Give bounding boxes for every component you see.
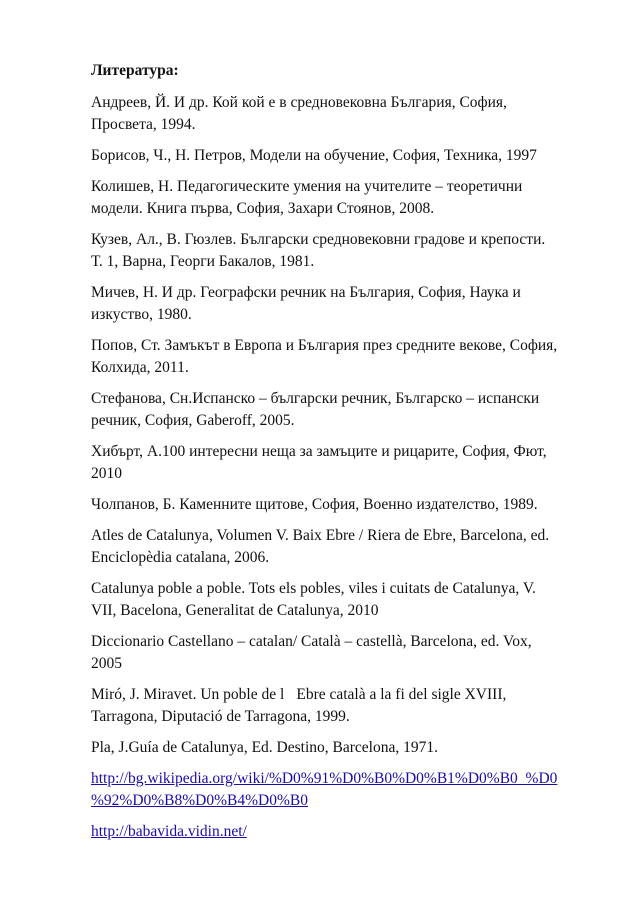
bibliography-page bbox=[91, 60, 561, 852]
babavida-link[interactable]: http://babavida.vidin.net/ bbox=[91, 823, 247, 840]
bibliography-entry: Попов, Ст. Замъкът в Европа и България през средните векове, София, Колхида, 2011. bbox=[91, 337, 558, 376]
bibliography-entry: Diccionario Castellano – catalan/ Català – castellà, Barcelona, ed. Vox, 2005 bbox=[91, 633, 532, 672]
bibliography-entry: Miró, J. Miravet. Un poble de l􀂶Ebre català a la fi del sigle XVIII, Tarragona, Diputació de Tarragona, 1999. bbox=[91, 686, 507, 725]
bibliography-entry: Андреев, Й. И др. Кой кой е в средновековна България, София, Просвета, 1994. bbox=[91, 94, 507, 133]
bibliography-entry: Борисов, Ч., Н. Петров, Модели на обучение, София, Техника, 1997 bbox=[91, 147, 537, 164]
bibliography-entry: Стефанова, Сн.Испанско – български речник, Българско – испански речник, София, Gaberoff, 2005. bbox=[91, 390, 540, 429]
bibliography-entry: Колишев, Н. Педагогическите умения на учителите – теоретични модели. Книга първа, София, Захари Стоянов, 2008. bbox=[91, 178, 523, 217]
bibliography-entry: Хибърт, А.100 интересни неща за замъците и рицарите, София, Фют, 2010 bbox=[91, 443, 547, 482]
bibliography-entry: Catalunya poble a poble. Tots els pobles, viles i cuitats de Catalunya, V. VII, Bacelona, Generalitat de Catalunya, 2010 bbox=[91, 580, 536, 619]
bibliography-heading: Литература: bbox=[91, 62, 179, 79]
wikipedia-link[interactable]: http://bg.wikipedia.org/wiki/%D0%91%D0%B0%D0%B1%D0%B0_%D0 %92%D0%B8%D0%B4%D0%B0 bbox=[91, 770, 558, 809]
bibliography-entry: Мичев, Н. И др. Географски речник на България, София, Наука и изкуство, 1980. bbox=[91, 284, 521, 323]
bibliography-entry: Чолпанов, Б. Каменните щитове, София, Военно издателство, 1989. bbox=[91, 496, 538, 513]
bibliography-entry: Pla, J.Guía de Catalunya, Ed. Destino, Barcelona, 1971. bbox=[91, 739, 438, 756]
bibliography-entry: Atles de Catalunya, Volumen V. Baix Ebre / Riera de Ebre, Barcelona, ed. Enciclopèdia catalana, 2006. bbox=[91, 527, 550, 566]
bibliography-entry: Кузев, Ал., В. Гюзлев. Български средновековни градове и крепости. Т. 1, Варна, Георги Бакалов, 1981. bbox=[91, 231, 546, 270]
